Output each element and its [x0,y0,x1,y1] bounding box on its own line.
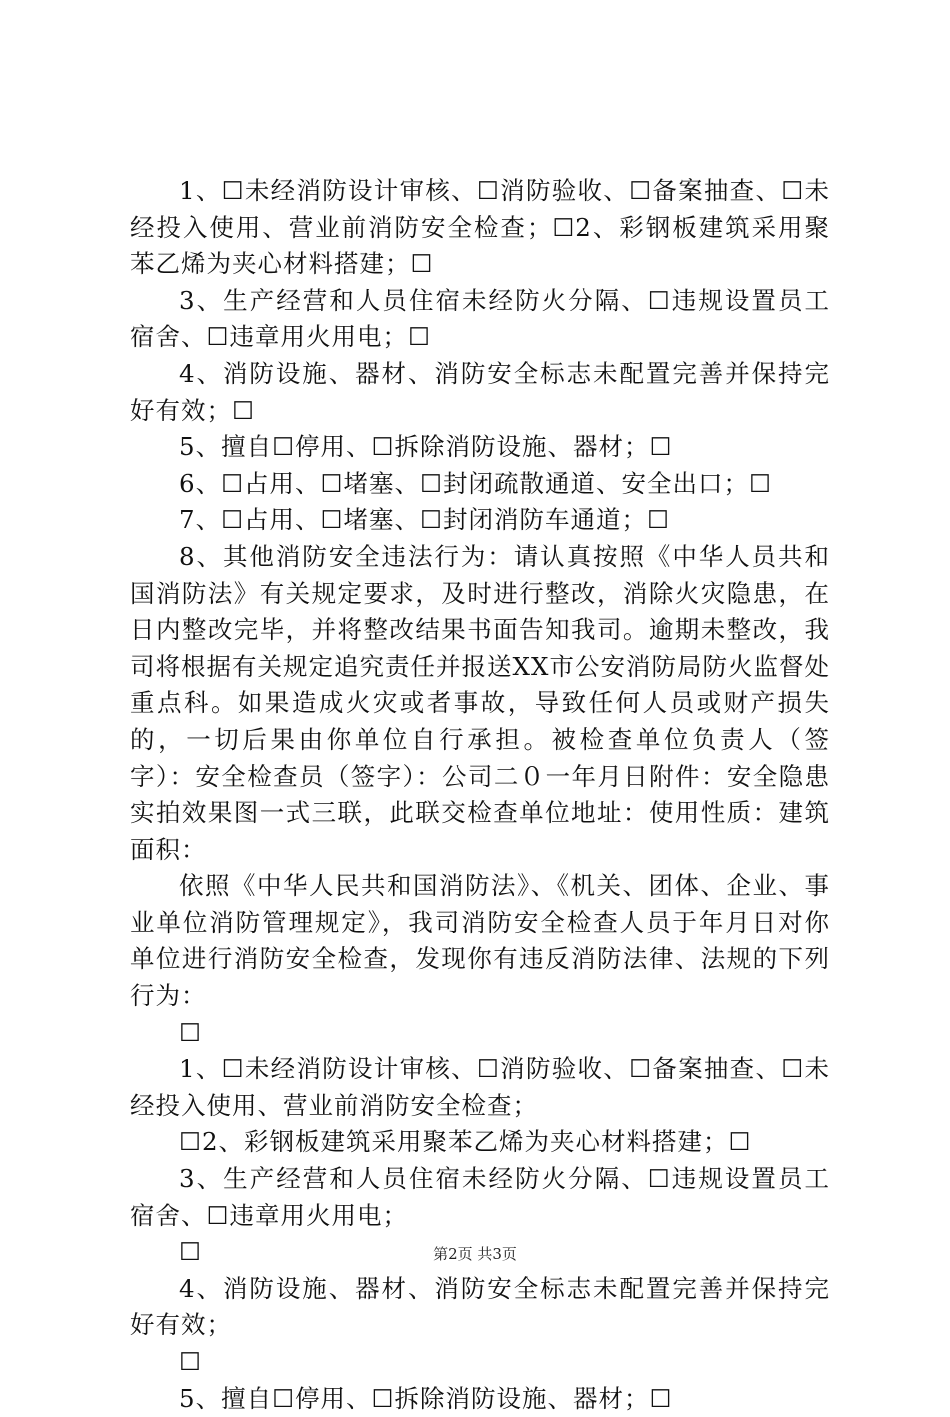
paragraph: ☐2、彩钢板建筑采用聚苯乙烯为夹心材料搭建；☐ [179,1127,752,1157]
paragraph: 5、擅自☐停用、☐拆除消防设施、器材；☐ [179,432,673,462]
paragraph: 1、☐未经消防设计审核、☐消防验收、☐备案抽查、☐未经投入使用、营业前消防安全检查；☐2、彩钢板建筑采用聚苯乙烯为夹心材料搭建；☐ [130,176,830,279]
paragraph: 1、☐未经消防设计审核、☐消防验收、☐备案抽查、☐未经投入使用、营业前消防安全检查； [130,1054,830,1120]
paragraph: 依照《中华人民共和国消防法》、《机关、团体、企业、事业单位消防管理规定》，我司消防安全检查人员于年月日对你单位进行消防安全检查，发现你有违反消防法律、法规的下列行为： [130,871,830,1011]
paragraph: 4、消防设施、器材、消防安全标志未配置完善并保持完好有效； [130,1273,830,1340]
paragraph: 6、☐占用、☐堵塞、☐封闭疏散通道、安全出口；☐ [179,468,772,498]
paragraph: ☐ [179,1237,202,1267]
paragraph: 3、生产经营和人员住宿未经防火分隔、☐违规设置员工宿舍、☐违章用火用电；☐ [130,285,830,352]
page-footer: 第2页 共3页 [433,1245,517,1263]
paragraph: 4、消防设施、器材、消防安全标志未配置完善并保持完好有效；☐ [130,358,830,425]
paragraph: ☐ [179,1017,202,1047]
paragraph: 5、擅自☐停用、☐拆除消防设施、器材；☐ [179,1383,673,1413]
paragraph: 3、生产经营和人员住宿未经防火分隔、☐违规设置员工宿舍、☐违章用火用电； [130,1164,830,1230]
paragraph: 7、☐占用、☐堵塞、☐封闭消防车通道；☐ [179,505,670,535]
paragraph: ☐ [179,1347,202,1376]
paragraph: 8、其他消防安全违法行为：请认真按照《中华人员共和国消防法》有关规定要求，及时进行整改，消除火灾隐患，在日内整改完毕，并将整改结果书面告知我司。逾期未整改，我司将根据有关规定追究责任并报送XX市公安消防局防火监督处重点科。如果造成火灾或者事故，导致任何人员或财产损失的，一切后果由你单位自行承担。被检查单位负责人（签字）：安全检查员（签字）：公司二０一年月日附件：安全隐患实拍效果图一式三联，此联交检查单位地址：使用性质：建筑面积： [130,541,830,864]
document-body [130,173,830,1417]
